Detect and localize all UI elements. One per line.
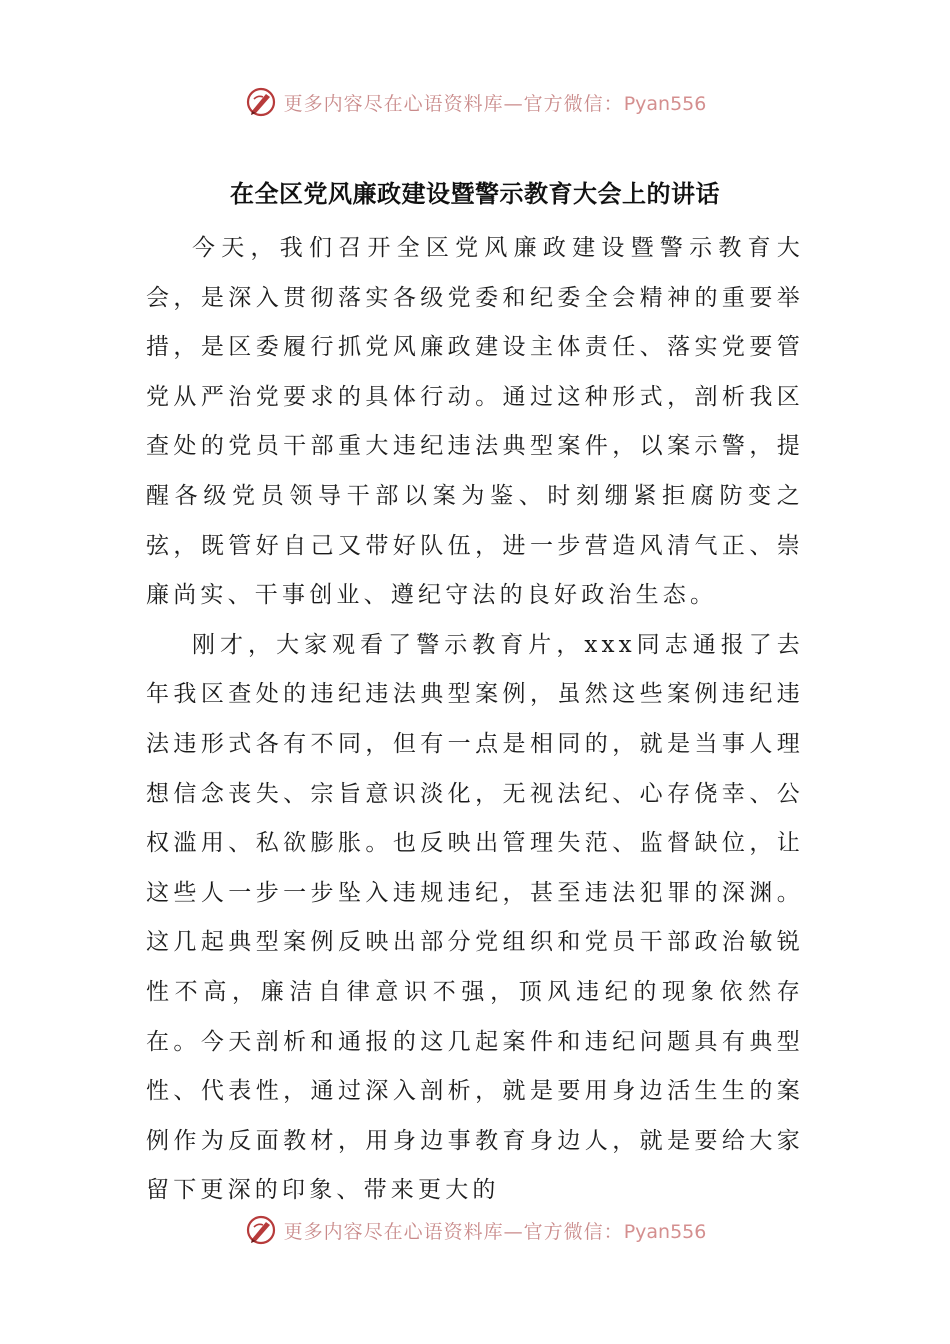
- watermark-group: [244, 85, 707, 119]
- watermark-separator: —: [503, 92, 524, 115]
- watermark-wechat-label: 官方微信：: [523, 92, 624, 115]
- watermark-group: [244, 1213, 707, 1247]
- watermark-text: [284, 1217, 707, 1244]
- paragraph-2: 刚才，大家观看了警示教育片，xxx同志通报了去年我区查处的违纪违法典型案例，虽然这些案例违纪违法违形式各有不同，但有一点是相同的，就是当事人理想信念丧失、宗旨意识淡化，无视法纪、心存侥幸、公权滥用、私欲膨胀。也反映出管理失范、监督缺位，让这些人一步一步坠入违规违纪，甚至违法犯罪的深渊。这几起典型案例反映出部分党组织和党员干部政治敏锐性不高，廉洁自律意识不强，顶风违纪的现象依然存在。今天剖析和通报的这几起案件和违纪问题具有典型性、代表性，通过深入剖析，就是要用身边活生生的案例作为反面教材，用身边事教育身边人，就是要给大家留下更深的印象、带来更大的: [146, 631, 804, 1204]
- document-body: [146, 224, 804, 1216]
- paragraph-1: 今天，我们召开全区党风廉政建设暨警示教育大会，是深入贯彻落实各级党委和纪委全会精神的重要举措，是区委履行抓党风廉政建设主体责任、落实党要管党从严治党要求的具体行动。通过这种形式，剖析我区查处的党员干部重大违纪违法典型案件，以案示警，提醒各级党员领导干部以案为鉴、时刻绷紧拒腐防变之弦，既管好自己又带好队伍，进一步营造风清气正、崇廉尚实、干事创业、遵纪守法的良好政治生态。: [146, 235, 804, 609]
- watermark-handle: Pyan556: [623, 92, 707, 115]
- document-title: 在全区党风廉政建设暨警示教育大会上的讲话: [230, 179, 720, 208]
- watermark-separator: —: [503, 1220, 524, 1243]
- pen-logo-icon: [244, 85, 278, 119]
- footer-watermark: [0, 1208, 950, 1252]
- pen-logo-icon: [244, 1213, 278, 1247]
- watermark-brand: 更多内容尽在心语资料库: [283, 1220, 504, 1243]
- watermark-handle: Pyan556: [623, 1220, 707, 1243]
- watermark-wechat-label: 官方微信：: [523, 1220, 624, 1243]
- watermark-brand: 更多内容尽在心语资料库: [283, 92, 504, 115]
- header-watermark: [0, 80, 950, 124]
- watermark-text: [284, 89, 707, 116]
